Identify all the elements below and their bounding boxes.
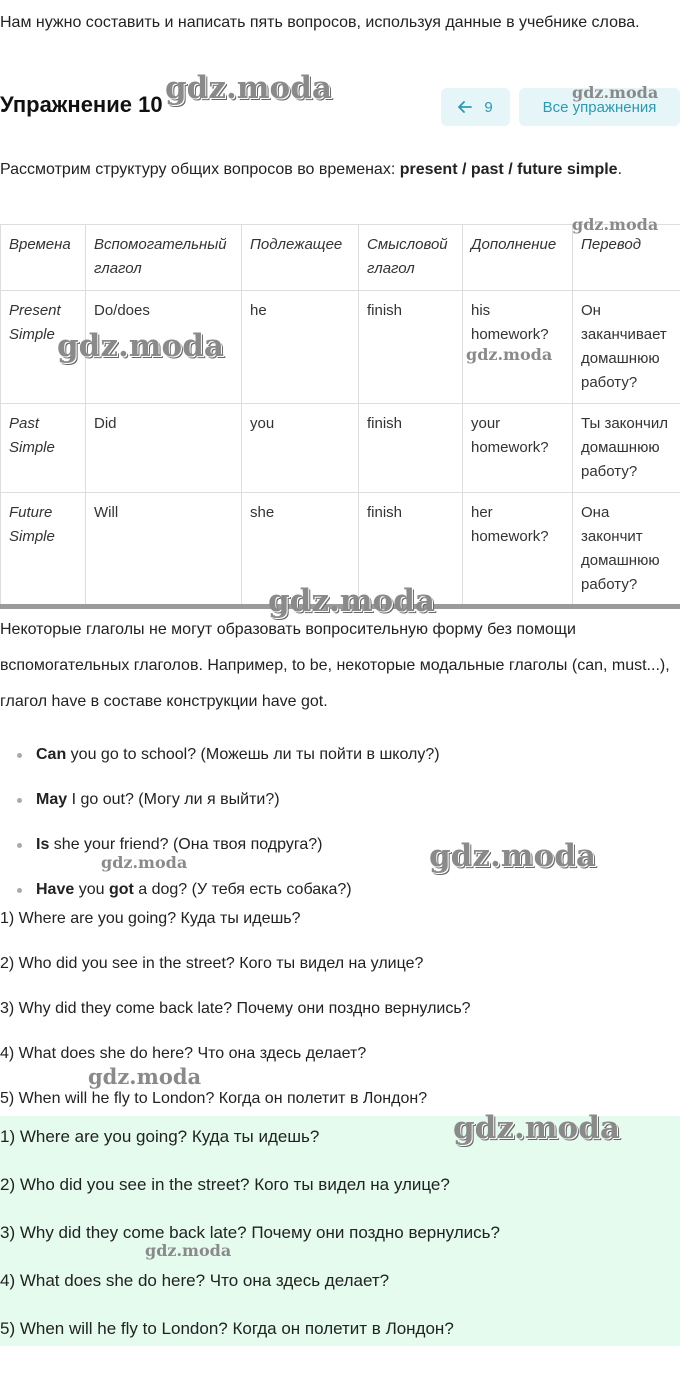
table-cell: you [242, 404, 359, 493]
table-cell: Future Simple [1, 493, 86, 606]
all-exercises-button[interactable]: Все упражнения [519, 88, 680, 126]
example-keyword: May [36, 791, 68, 808]
table-header: Вспомогательный глагол [86, 225, 242, 291]
example-text: you [74, 881, 109, 898]
watermark: gdz.moda [57, 328, 224, 364]
solution-block [0, 1116, 680, 1346]
table-cell: Past Simple [1, 404, 86, 493]
table-cell: Do/does [86, 291, 242, 404]
watermark: gdz.moda [572, 215, 659, 234]
bullet-icon [17, 798, 22, 803]
table-cell: her homework? [463, 493, 573, 606]
example-keyword: Have [36, 881, 75, 898]
explanation-paragraph: Некоторые глаголы не могут образовать вопросительную форму без помощи вспомогательных глаголов. Например, to be, некоторые модальные глаголы (can, must...), глагол have в составе конструкции have got. [0, 621, 670, 710]
example-keyword: Is [36, 836, 50, 853]
prev-exercise-label: 9 [484, 98, 493, 116]
example-text: she your friend? (Она твоя подруга?) [49, 836, 323, 853]
answer-line: 2) Who did you see in the street? Кого ты видел на улице? [0, 955, 424, 972]
page-title: Упражнение 10 [0, 92, 163, 117]
watermark: gdz.moda [145, 1241, 232, 1260]
tense-past: past [470, 161, 504, 178]
table-cell: Она закончит домашнюю работу? [573, 493, 680, 606]
solution-line: 1) Where are you going? Куда ты идешь? [0, 1127, 320, 1146]
example-text: I go out? (Могу ли я выйти?) [67, 791, 280, 808]
table-header: Подлежащее [242, 225, 359, 291]
table-cell: Did [86, 404, 242, 493]
solution-line: 3) Why did they come back late? Почему они поздно вернулись? [0, 1223, 500, 1242]
answer-line: 4) What does she do here? Что она здесь делает? [0, 1045, 367, 1062]
tense-sep-2: / [503, 161, 518, 178]
examples-list [0, 733, 440, 913]
table-cell: Ты закончил домашнюю работу? [573, 404, 680, 493]
table-cell: Present Simple [1, 291, 86, 404]
watermark: gdz.moda [88, 1064, 202, 1089]
section-intro-period: . [617, 161, 623, 178]
watermark: gdz.moda [165, 70, 332, 106]
table-cell: finish [359, 493, 463, 606]
table-header: Перевод [573, 225, 680, 291]
solution-line: 4) What does she do here? Что она здесь делает? [0, 1271, 390, 1290]
table-cell: Will [86, 493, 242, 606]
watermark: gdz.moda [101, 853, 188, 872]
question-structure-table [0, 224, 680, 606]
arrow-left-icon [458, 101, 472, 113]
answer-line: 3) Why did they come back late? Почему они поздно вернулись? [0, 1000, 471, 1017]
table-header: Смысловой глагол [359, 225, 463, 291]
table-cell: your homework? [463, 404, 573, 493]
list-item [0, 778, 440, 823]
watermark: gdz.moda [466, 345, 553, 364]
prev-exercise-button[interactable] [441, 88, 510, 126]
tense-future: future simple [517, 161, 618, 178]
example-keyword: got [108, 881, 134, 898]
table-cell: finish [359, 291, 463, 404]
watermark: gdz.moda [268, 583, 435, 619]
section-intro-prefix: Рассмотрим структуру общих вопросов во временах: [0, 161, 400, 178]
table-cell: Он заканчивает домашнюю работу? [573, 291, 680, 404]
list-item [0, 733, 440, 778]
watermark: gdz.moda [429, 838, 596, 874]
table-cell: his homework? [463, 291, 573, 404]
section-intro [0, 152, 680, 188]
example-text: a dog? (У тебя есть собака?) [133, 881, 352, 898]
intro-text: Нам нужно составить и написать пять вопросов, используя данные в учебнике слова. [0, 14, 640, 31]
list-item [0, 823, 440, 868]
answer-line: 1) Where are you going? Куда ты идешь? [0, 910, 301, 927]
table-row [1, 404, 680, 493]
table-header: Времена [1, 225, 86, 291]
bullet-icon [17, 843, 22, 848]
answer-line: 5) When will he fly to London? Когда он полетит в Лондон? [0, 1090, 428, 1107]
watermark: gdz.moda [453, 1110, 620, 1146]
answers-list [0, 897, 471, 1122]
bullet-icon [17, 753, 22, 758]
table-cell: he [242, 291, 359, 404]
table-cell: she [242, 493, 359, 606]
tense-sep-1: / [457, 161, 471, 178]
bullet-icon [17, 888, 22, 893]
table-header: Дополнение [463, 225, 573, 291]
example-text: you go to school? (Можешь ли ты пойти в школу?) [66, 746, 440, 763]
example-keyword: Can [36, 746, 67, 763]
tense-present: present [399, 161, 458, 178]
solution-line: 5) When will he fly to London? Когда он полетит в Лондон? [0, 1319, 454, 1338]
watermark: gdz.moda [572, 83, 659, 102]
table-header-row [1, 225, 680, 291]
solution-line: 2) Who did you see in the street? Кого ты видел на улице? [0, 1175, 450, 1194]
table-cell: finish [359, 404, 463, 493]
